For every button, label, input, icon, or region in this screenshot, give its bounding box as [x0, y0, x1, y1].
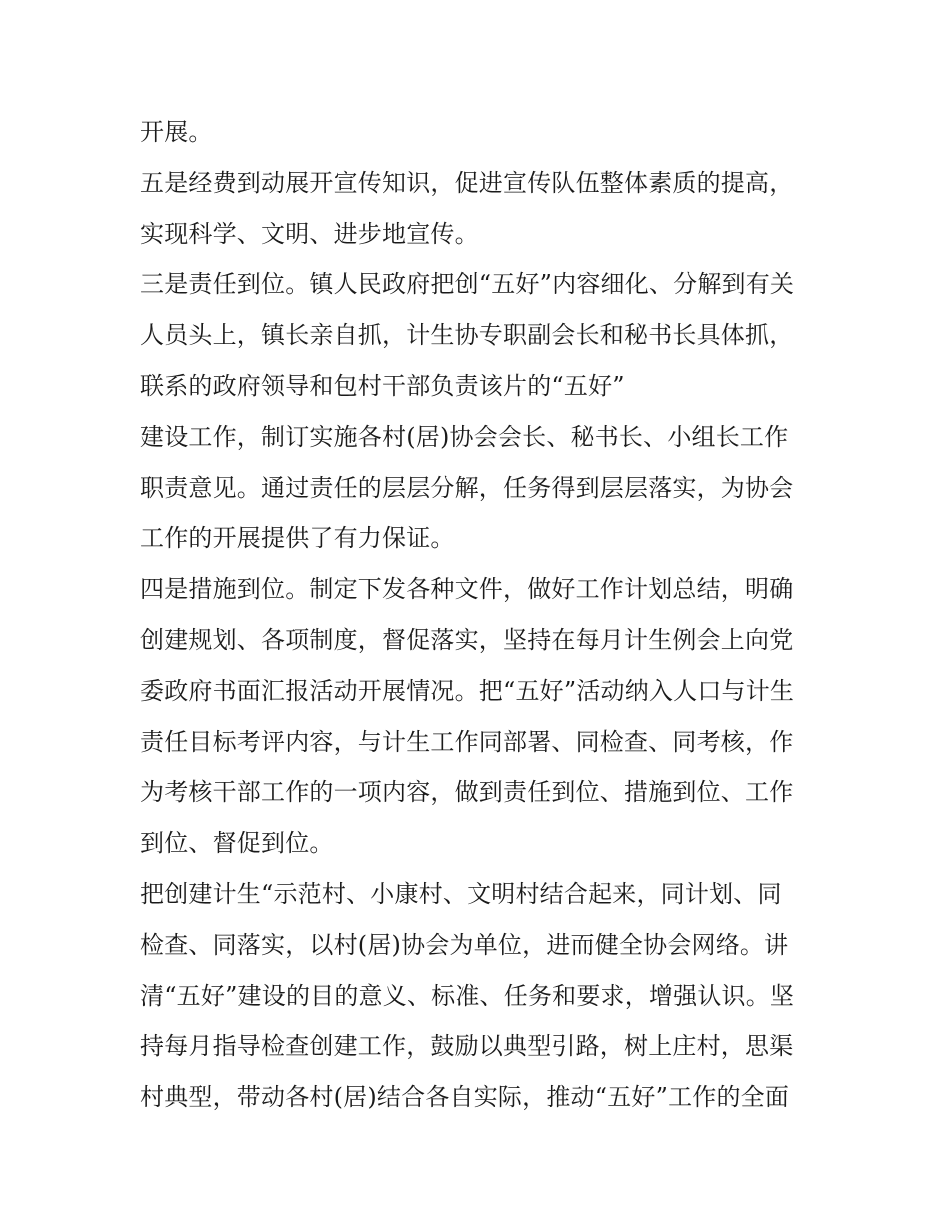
text-line: 四是措施到位。制定下发各种文件，做好工作计划总结，明确 [140, 575, 794, 604]
text-line: 人员头上，镇长亲自抓，计生协专职副会长和秘书长具体抓， [140, 321, 794, 350]
text-line: 三是责任到位。镇人民政府把创“五好”内容细化、分解到有关 [140, 270, 795, 299]
text-line: 开展。 [140, 118, 213, 146]
text-line: 工作的开展提供了有力保证。 [140, 524, 455, 553]
text-line: 村典型，带动各村(居)结合各自实际，推动“五好”工作的全面 [140, 1083, 790, 1112]
text-line: 清“五好”建设的目的意义、标准、任务和要求，增强认识。坚 [140, 981, 795, 1010]
text-line: 联系的政府领导和包村干部负责该片的“五好” [140, 371, 625, 400]
document-body [140, 107, 830, 1123]
text-line: 建设工作，制订实施各村(居)协会会长、秘书长、小组长工作 [140, 422, 789, 451]
text-line: 创建规划、各项制度，督促落实，坚持在每月计生例会上向党 [140, 625, 794, 654]
text-line: 为考核干部工作的一项内容，做到责任到位、措施到位、工作 [140, 778, 794, 807]
text-line: 五是经费到动展开宣传知识，促进宣传队伍整体素质的提高， [140, 168, 794, 197]
text-line: 到位、督促到位。 [140, 829, 334, 858]
text-line: 职责意见。通过责任的层层分解，任务得到层层落实，为协会 [140, 473, 794, 502]
text-line: 把创建计生“示范村、小康村、文明村结合起来，同计划、同 [140, 879, 782, 908]
text-line: 持每月指导检查创建工作，鼓励以典型引路，树上庄村，思渠 [140, 1032, 794, 1061]
text-line: 实现科学、文明、进步地宣传。 [140, 219, 479, 248]
text-line: 检查、同落实，以村(居)协会为单位，进而健全协会网络。讲 [140, 930, 789, 959]
text-line: 委政府书面汇报活动开展情况。把“五好”活动纳入人口与计生 [140, 676, 795, 705]
text-line: 责任目标考评内容，与计生工作同部署、同检查、同考核，作 [140, 727, 794, 756]
